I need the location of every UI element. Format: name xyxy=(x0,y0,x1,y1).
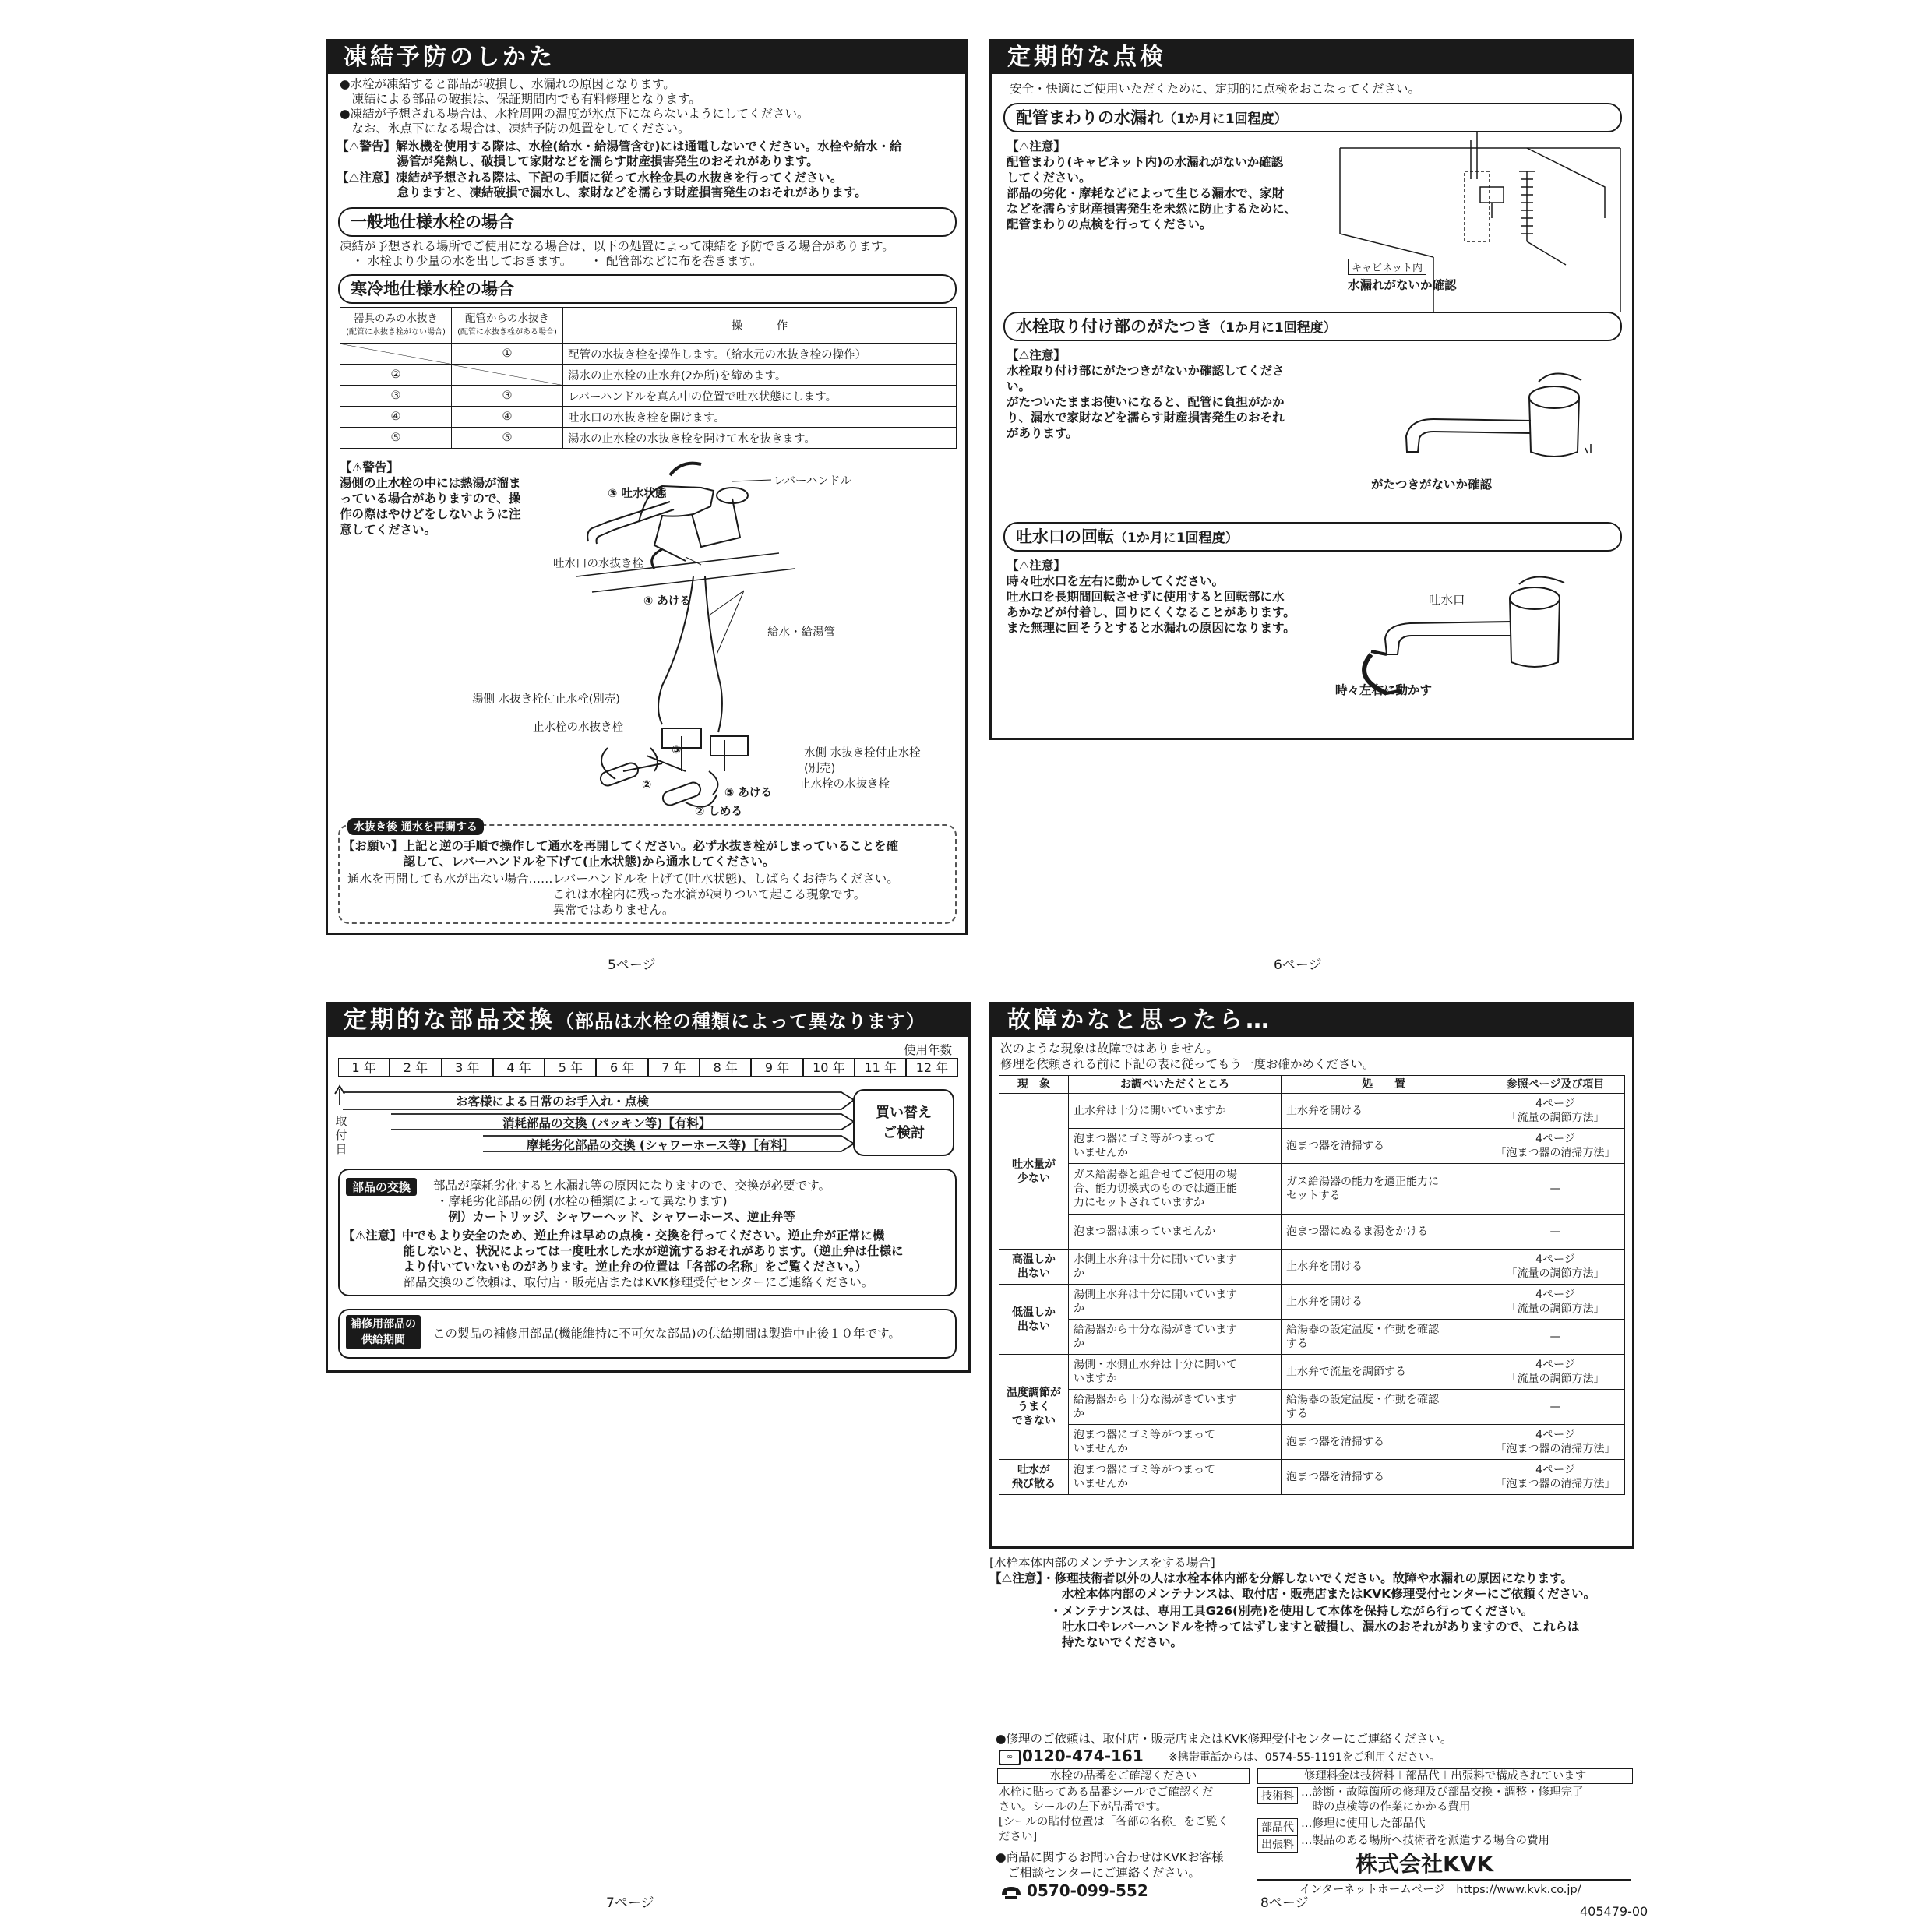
check-cell: 泡まつ器は凍っていませんか xyxy=(1069,1215,1282,1250)
ref-cell: — xyxy=(1486,1164,1625,1215)
fix-cell: 給湯器の設定温度・作動を確認 する xyxy=(1282,1320,1486,1355)
year-5: 5 年 xyxy=(545,1058,596,1077)
table-row xyxy=(999,1425,1625,1460)
inquiry-0: ●商品に関するお問い合わせはKVKお客様 xyxy=(996,1850,1224,1864)
label-spout-state: ③ 吐水状態 xyxy=(608,488,667,500)
fix-cell: 泡まつ器を清掃する xyxy=(1282,1460,1486,1495)
restart-3: これは水栓内に残った水滴が凍りついて起こる現象です。 xyxy=(347,887,866,901)
warn2-1: っている場合がありますので、操 xyxy=(340,492,521,506)
page7-title: 定期的な部品交換（部品は水栓の種類によって異なります） xyxy=(328,1004,968,1037)
s1-img-cap: 水漏れがないか確認 xyxy=(1348,278,1457,292)
fee-tag-tech: 技術料 xyxy=(1257,1787,1298,1804)
s1-img-tag: キャビネット内 xyxy=(1348,259,1426,275)
label-n5a: ⑤ xyxy=(672,744,682,756)
year-2: 2 年 xyxy=(390,1058,441,1077)
p7-caution-3: 部品交換のご依頼は、取付店・販売店またはKVK修理受付センターにご連絡ください。 xyxy=(343,1275,874,1289)
company-name: 株式会社KVK xyxy=(1356,1851,1494,1877)
p6-intro: 安全・快適にご使用いただくために、定期的に点検をおこなってください。 xyxy=(1010,82,1421,96)
ref-cell: 4ページ 「流量の調節方法」 xyxy=(1486,1355,1625,1390)
year-7: 7 年 xyxy=(648,1058,700,1077)
company-rule xyxy=(1257,1879,1631,1881)
year-1: 1 年 xyxy=(338,1058,390,1077)
s1-freq: （1か月に1回程度） xyxy=(1163,111,1288,127)
check-cell: 泡まつ器にゴミ等がつまって いませんか xyxy=(1069,1129,1282,1164)
p8-intro-0: 次のような現象は故障ではありません。 xyxy=(1000,1042,1218,1056)
general-heading: 一般地仕様水栓の場合 xyxy=(338,207,957,237)
label-spout-drain: 吐水口の水抜き栓 xyxy=(553,558,643,570)
restart-2: 通水を再開しても水が出ない場合……レバーハンドルを上げて(吐水状態)、しばらくお待ちください。 xyxy=(347,872,899,886)
maint-4: 持たないでください。 xyxy=(989,1635,1183,1649)
bar1: お客様による日常のお手入れ・点検 xyxy=(456,1095,650,1109)
table-row xyxy=(999,1094,1625,1129)
free-dial: 0120-474-161 xyxy=(1022,1747,1144,1765)
table-row: ② 湯水の止水栓の止水弁(2か所)を締めます。 xyxy=(340,365,957,386)
table-row: ③ ③ レバーハンドルを真ん中の位置で吐水状態にします。 xyxy=(340,386,957,407)
p5-intro-3: なお、氷点下になる場合は、凍結予防の処置をしてください。 xyxy=(340,122,690,136)
table-header-a: 器具のみの水抜き (配管に水抜き栓がない場合) xyxy=(340,308,452,344)
check-cell: 泡まつ器にゴミ等がつまって いませんか xyxy=(1069,1425,1282,1460)
s1-heading xyxy=(1003,103,1622,132)
p7-caution-0: 【⚠注意】中でもより安全のため、逆止弁は早めの点検・交換を行ってください。逆止弁が正常に機 xyxy=(343,1229,885,1243)
year-8: 8 年 xyxy=(700,1058,751,1077)
ref-cell: 4ページ 「流量の調節方法」 xyxy=(1486,1094,1625,1129)
check-cell: ガス給湯器と組合せてご使用の場 合、能力切換式のものでは適正能 力にセットされていますか xyxy=(1069,1164,1282,1215)
parts-tag: 部品の交換 xyxy=(346,1178,417,1196)
s2-title: 水栓取り付け部のがたつき xyxy=(1016,317,1212,336)
ref-cell: — xyxy=(1486,1320,1625,1355)
p5-caution1-0: 【⚠注意】凍結が予想される際は、下記の手順に従って水栓金具の水抜きを行ってください。 xyxy=(337,171,843,185)
label-lever: レバーハンドル xyxy=(774,475,851,488)
year-9: 9 年 xyxy=(751,1058,802,1077)
drain-table xyxy=(340,307,957,449)
label-water-valve-1: 水側 水抜き栓付止水栓 xyxy=(804,747,921,760)
supply-tag: 補修用部品の 供給期間 xyxy=(346,1315,421,1349)
label-hot-valve: 湯側 水抜き栓付止水栓(別売) xyxy=(472,693,620,706)
check-cell: 給湯器から十分な湯がきています か xyxy=(1069,1390,1282,1425)
doc-number: 405479-00 xyxy=(1580,1904,1648,1919)
check-cell: 給湯器から十分な湯がきています か xyxy=(1069,1320,1282,1355)
p8-intro-1: 修理を依頼される前に下記の表に従ってもう一度お確かめください。 xyxy=(1000,1057,1375,1071)
fee-title: 修理料金は技術料＋部品代＋出張料で構成されています xyxy=(1257,1768,1633,1784)
symptom-cell: 低温しか 出ない xyxy=(999,1285,1069,1355)
ref-cell: 4ページ 「泡まつ器の清掃方法」 xyxy=(1486,1129,1625,1164)
page8-title: 故障かなと思ったら… xyxy=(992,1004,1632,1037)
th-check: お調べいただくところ xyxy=(1069,1076,1282,1094)
label-water-valve-2: (別売) xyxy=(804,763,836,775)
fee-text-parts: …修理に使用した部品代 xyxy=(1301,1817,1426,1830)
restart-tag: 水抜き後 通水を再開する xyxy=(347,818,484,835)
fix-cell: 泡まつ器を清掃する xyxy=(1282,1425,1486,1460)
label-n2a: ② xyxy=(642,779,652,791)
fee-text-travel: …製品のある場所へ技術者を派遣する場合の費用 xyxy=(1301,1835,1549,1847)
label-supply: 給水・給湯管 xyxy=(767,626,835,639)
bar2: 消耗部品の交換 (パッキン等)【有料】 xyxy=(502,1116,711,1130)
check-cell: 湯側・水側止水弁は十分に開いて いますか xyxy=(1069,1355,1282,1390)
maint-head: [水栓本体内部のメンテナンスをする場合] xyxy=(989,1556,1215,1570)
s3-head: 【⚠注意】 xyxy=(1007,559,1066,573)
fix-cell: 止水弁で流量を調節する xyxy=(1282,1355,1486,1390)
ref-cell: 4ページ 「流量の調節方法」 xyxy=(1486,1285,1625,1320)
warn2-2: 作の際はやけどをしないように注 xyxy=(340,507,521,521)
year-12: 12 年 xyxy=(906,1058,957,1077)
s2-text-3: り、漏水で家財などを濡らす財産損害発生のおそれ xyxy=(1007,411,1285,425)
page5-title: 凍結予防のしかた xyxy=(328,41,965,74)
faucet-wobble-illustration xyxy=(1387,366,1589,467)
check-no-0: 水栓に貼ってある品番シールでご確認くだ xyxy=(999,1786,1214,1799)
table-row: ④ ④ 吐水口の水抜き栓を開けます。 xyxy=(340,407,957,428)
table-header-op: 操 作 xyxy=(563,308,957,344)
check-no-3: ださい] xyxy=(999,1831,1038,1843)
table-row xyxy=(999,1355,1625,1390)
s2-text-4: があります。 xyxy=(1007,426,1078,440)
general-text-0: 凍結が予想される場所でご使用になる場合は、以下の処置によって凍結を予防できる場合があります。 xyxy=(340,239,894,253)
label-open4: ④ あける xyxy=(643,595,691,608)
table-row xyxy=(999,1285,1625,1320)
ref-cell: — xyxy=(1486,1215,1625,1250)
year-10: 10 年 xyxy=(803,1058,855,1077)
fee-tag-parts: 部品代 xyxy=(1257,1818,1298,1835)
bar3: 摩耗劣化部品の交換 (シャワーホース等)［有料］ xyxy=(527,1138,795,1152)
restart-0: 【お願い】上記と逆の手順で操作して通水を再開してください。必ず水抜き栓がしまっていることを確 xyxy=(343,839,899,853)
install-label: 取 付 日 xyxy=(335,1114,347,1156)
years-row xyxy=(338,1058,958,1077)
s1-text-4: 配管まわりの点検を行ってください。 xyxy=(1007,217,1212,231)
th-ref: 参照ページ及び項目 xyxy=(1486,1076,1625,1094)
s3-title: 吐水口の回転 xyxy=(1016,527,1114,546)
page-number-5: 5ページ xyxy=(608,957,656,973)
warn2-head: 【⚠警告】 xyxy=(340,460,399,474)
ref-cell: 4ページ 「泡まつ器の清掃方法」 xyxy=(1486,1460,1625,1495)
fix-cell: 泡まつ器にぬるま湯をかける xyxy=(1282,1215,1486,1250)
check-no-1: さい。シールの左下が品番です。 xyxy=(999,1801,1168,1814)
general-text-1: ・ 水栓より少量の水を出しておきます。 ・ 配管部などに布を巻きます。 xyxy=(340,254,763,268)
year-11: 11 年 xyxy=(855,1058,906,1077)
maint-0: 【⚠注意】・修理技術者以外の人は水栓本体内部を分解しないでください。故障や水漏れの原因になります。 xyxy=(989,1571,1573,1585)
table-row: ① 配管の水抜き栓を操作します。（給水元の水抜き栓の操作） xyxy=(340,344,957,365)
replace-box: 買い替え ご検討 xyxy=(853,1089,954,1156)
table-row xyxy=(999,1460,1625,1495)
fix-cell: 止水弁を開ける xyxy=(1282,1250,1486,1285)
page-number-8: 8ページ xyxy=(1260,1895,1309,1911)
table-row xyxy=(999,1320,1625,1355)
s1-title: 配管まわりの水漏れ xyxy=(1016,108,1163,127)
table-row: ⑤ ⑤ 湯水の止水栓の水抜き栓を開けて水を抜きます。 xyxy=(340,428,957,449)
symptom-cell: 高温しか 出ない xyxy=(999,1250,1069,1285)
fee-text-tech: …診断・故障箇所の修理及び部品交換・調整・修理完了 時の点検等の作業にかかる費用 xyxy=(1301,1786,1584,1814)
s2-heading xyxy=(1003,312,1622,341)
maint-3: 吐水口やレバーハンドルを持ってはずしますと破損し、漏水のおそれがありますので、これらは xyxy=(989,1620,1580,1634)
repair-line: ●修理のご依頼は、取付店・販売店またはKVK修理受付センターにご連絡ください。 xyxy=(996,1732,1453,1746)
fix-cell: 給湯器の設定温度・作動を確認 する xyxy=(1282,1390,1486,1425)
page-number-7: 7ページ xyxy=(606,1895,654,1911)
symptom-cell: 温度調節が うまく できない xyxy=(999,1355,1069,1460)
year-4: 4 年 xyxy=(493,1058,545,1077)
table-row xyxy=(999,1215,1625,1250)
table-row xyxy=(999,1129,1625,1164)
label-drain-plug-2: 止水栓の水抜き栓 xyxy=(799,778,890,791)
s3-cap: 時々左右に動かす xyxy=(1335,683,1433,697)
year-6: 6 年 xyxy=(596,1058,647,1077)
symptom-cell: 吐水量が 少ない xyxy=(999,1094,1069,1250)
inquiry-1: ご相談センターにご連絡ください。 xyxy=(996,1866,1200,1880)
s1-text-3: などを濡らす財産損害発生を未然に防止するために、 xyxy=(1007,202,1297,216)
parts-0: 部品が摩耗劣化すると水漏れ等の原因になりますので、交換が必要です。 xyxy=(433,1179,830,1193)
p5-warn1-1: 湯管が発熱し、破損して家財などを濡らす財産損害発生のおそれがあります。 xyxy=(337,154,819,168)
page6-title: 定期的な点検 xyxy=(992,41,1632,74)
fix-cell: 泡まつ器を清掃する xyxy=(1282,1129,1486,1164)
symptom-cell: 吐水が 飛び散る xyxy=(999,1460,1069,1495)
p7-caution-1: 能しないと、状況によっては一度吐水した水が逆流するおそれがあります。（逆止弁は仕様に xyxy=(343,1244,904,1258)
s2-text-1: い。 xyxy=(1007,379,1031,393)
s2-head: 【⚠注意】 xyxy=(1007,348,1066,362)
ref-cell: 4ページ 「泡まつ器の清掃方法」 xyxy=(1486,1425,1625,1460)
table-header-b: 配管からの水抜き (配管に水抜き栓がある場合) xyxy=(452,308,563,344)
s3-text-3: また無理に回そうとすると水漏れの原因になります。 xyxy=(1007,621,1296,635)
s1-text-0: 配管まわり(キャビネット内)の水漏れがないか確認 xyxy=(1007,155,1284,169)
fix-cell: 止水弁を開ける xyxy=(1282,1285,1486,1320)
maint-2: ・メンテナンスは、専用工具G26(別売)を使用して本体を保持しながら行ってください。 xyxy=(989,1604,1534,1618)
label-n5b: ⑤ あける xyxy=(724,787,772,799)
label-n2b: ② しめる xyxy=(695,806,742,818)
s3-freq: （1か月に1回程度） xyxy=(1114,531,1239,546)
fee-tag-travel: 出張料 xyxy=(1257,1835,1298,1853)
s1-head: 【⚠注意】 xyxy=(1007,139,1066,153)
check-cell: 水側止水弁は十分に開いています か xyxy=(1069,1250,1282,1285)
table-row xyxy=(999,1390,1625,1425)
warn2-3: 意してください。 xyxy=(340,523,437,537)
restart-1: 認して、レバーハンドルを下げて(止水状態)から通水してください。 xyxy=(343,855,775,869)
table-row xyxy=(999,1250,1625,1285)
p5-intro-2: ●凍結が予想される場合は、水栓周囲の温度が氷点下にならないようにしてください。 xyxy=(340,107,809,121)
s2-cap: がたつきがないか確認 xyxy=(1371,478,1493,492)
s3-text-2: あかなどが付着し、回りにくくなることがあります。 xyxy=(1007,605,1296,619)
warn2-0: 湯側の止水栓の中には熱湯が溜ま xyxy=(340,476,521,490)
s3-heading xyxy=(1003,522,1622,552)
page-number-6: 6ページ xyxy=(1274,957,1322,973)
check-no-2: [シールの貼付位置は「各部の名称」をご覧く xyxy=(999,1816,1229,1828)
s1-text-1: してください。 xyxy=(1007,171,1091,185)
restart-4: 異常ではありません。 xyxy=(347,903,675,917)
s2-text-2: がたついたままお使いになると、配管に負担がかか xyxy=(1007,395,1285,409)
fix-cell: 止水弁を開ける xyxy=(1282,1094,1486,1129)
check-cell: 泡まつ器にゴミ等がつまって いませんか xyxy=(1069,1460,1282,1495)
s2-text-0: 水栓取り付け部にがたつきがないか確認してくださ xyxy=(1007,364,1285,378)
s3-text-1: 吐水口を長期間回転させずに使用すると回転部に水 xyxy=(1007,590,1285,604)
free-dial-icon: ∞ xyxy=(999,1750,1021,1765)
p5-warn1-0: 【⚠警告】解氷機を使用する際は、水栓(給水・給湯管含む)には通電しないでください。水栓や給水・給 xyxy=(337,139,902,153)
trouble-table xyxy=(999,1075,1625,1495)
label-drain-plug: 止水栓の水抜き栓 xyxy=(533,721,623,734)
parts-1: ・摩耗劣化部品の例 (水栓の種類によって異なります) xyxy=(436,1194,728,1208)
p5-intro-1: 凍結による部品の破損は、保証期間内でも有料修理となります。 xyxy=(340,92,701,106)
year-3: 3 年 xyxy=(442,1058,493,1077)
check-cell: 止水弁は十分に開いていますか xyxy=(1069,1094,1282,1129)
ref-cell: — xyxy=(1486,1390,1625,1425)
phone-icon xyxy=(1000,1884,1022,1901)
fix-cell: ガス給湯器の能力を適正能力に セットする xyxy=(1282,1164,1486,1215)
supply-text: この製品の補修用部品(機能維持に不可欠な部品)の供給期間は製造中止後１０年です。 xyxy=(433,1327,901,1341)
ref-cell: 4ページ 「流量の調節方法」 xyxy=(1486,1250,1625,1285)
mobile-note: ※携帯電話からは、0574-55-1191をご利用ください。 xyxy=(1169,1751,1440,1764)
parts-2: 例）カートリッジ、シャワーヘッド、シャワーホース、逆止弁等 xyxy=(436,1210,795,1224)
inquiry-tel: 0570-099-552 xyxy=(1027,1881,1148,1900)
s3-label: 吐水口 xyxy=(1429,593,1465,607)
s1-text-2: 部品の劣化・摩耗などによって生じる漏水で、家財 xyxy=(1007,186,1285,200)
table-row xyxy=(999,1164,1625,1215)
th-fix: 処 置 xyxy=(1282,1076,1486,1094)
check-cell: 湯側止水弁は十分に開いています か xyxy=(1069,1285,1282,1320)
p5-intro-0: ●水栓が凍結すると部品が破損し、水漏れの原因となります。 xyxy=(340,77,675,91)
s3-text-0: 時々吐水口を左右に動かしてください。 xyxy=(1007,574,1225,588)
years-label: 使用年数 xyxy=(904,1043,953,1057)
p7-caution-2: より付いていないものがあります。逆止弁の位置は「各部の名称」をご覧ください。） xyxy=(343,1260,868,1274)
check-no-title: 水栓の品番をご確認ください xyxy=(997,1768,1250,1784)
th-symptom: 現 象 xyxy=(999,1076,1069,1094)
cold-heading: 寒冷地仕様水栓の場合 xyxy=(338,274,957,304)
maint-1: 水栓本体内部のメンテナンスは、取付店・販売店またはKVK修理受付センターにご依頼ください。 xyxy=(989,1587,1596,1601)
p5-caution1-1: 怠りますと、凍結破損で漏水し、家財などを濡らす財産損害発生のおそれがあります。 xyxy=(337,185,867,199)
homepage: インターネットホームページ https://www.kvk.co.jp/ xyxy=(1299,1884,1581,1896)
s2-freq: （1か月に1回程度） xyxy=(1212,320,1337,336)
